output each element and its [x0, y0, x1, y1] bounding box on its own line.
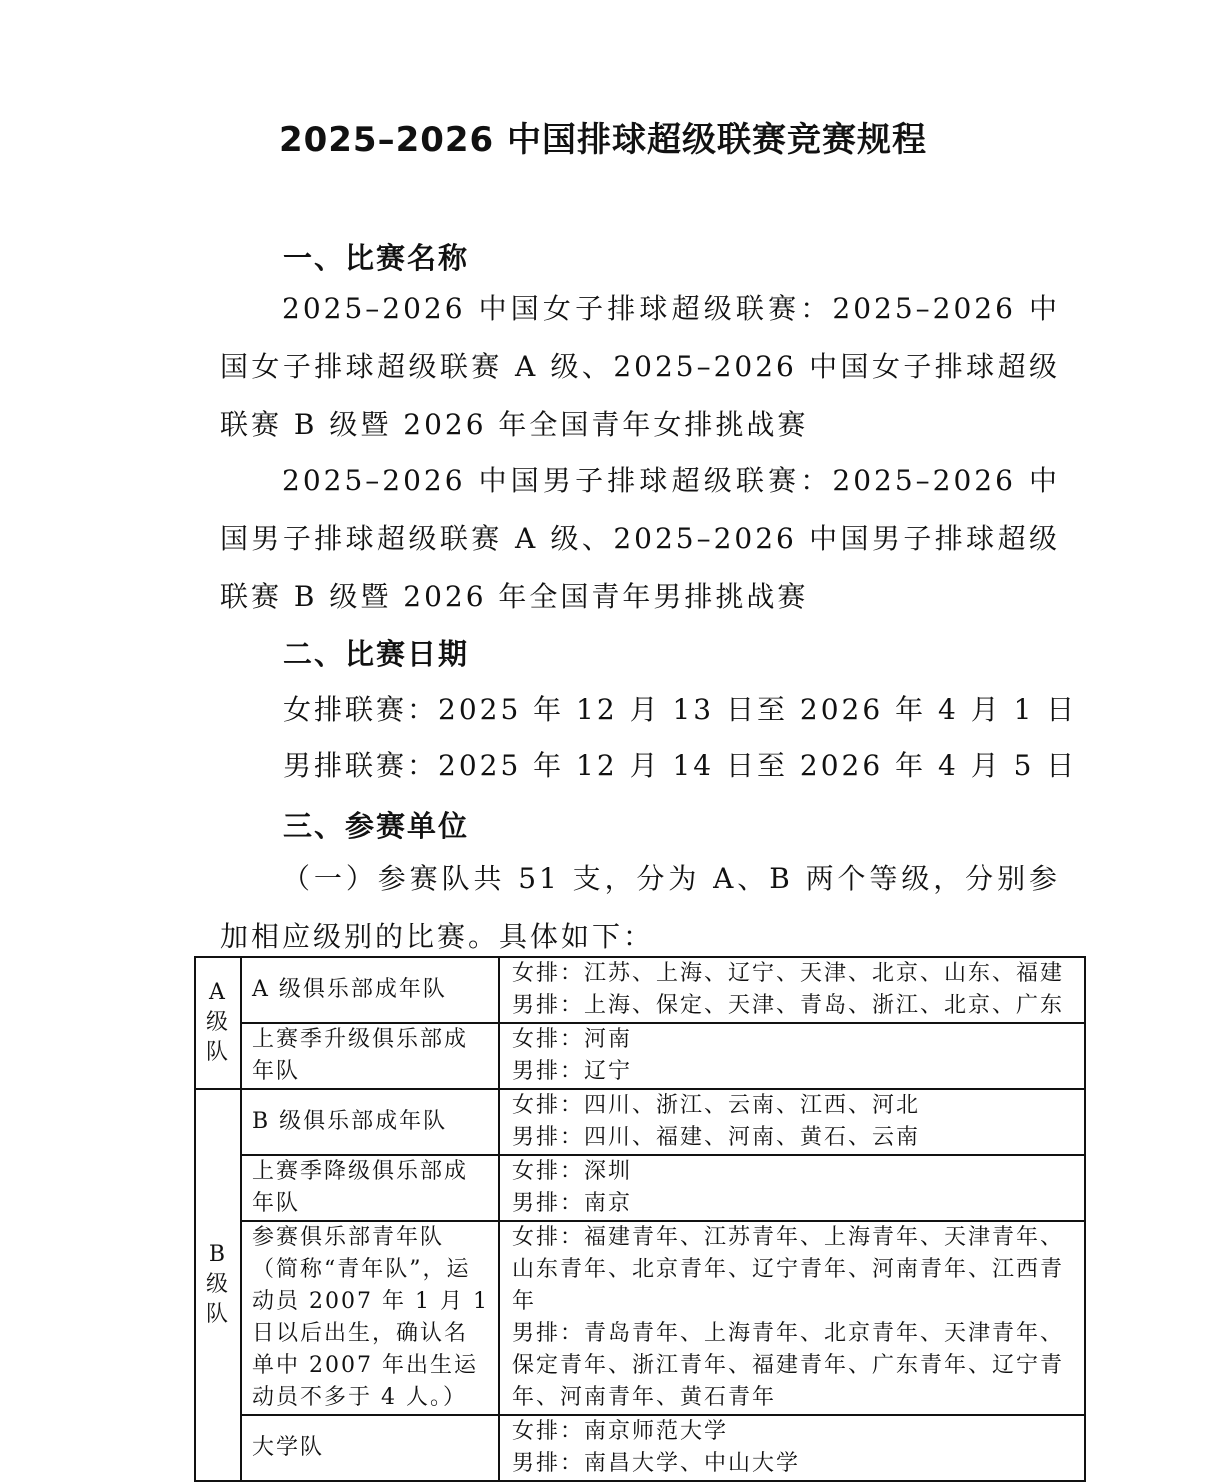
- section-3-paragraph-1: （一）参赛队共 51 支，分为 A、B 两个等级，分别参加相应级别的比赛。具体如下：: [220, 862, 1060, 953]
- level-b-cell: B级队: [195, 1089, 241, 1481]
- men-teams: 男排：南京: [512, 1191, 633, 1216]
- level-a-cell: A级队: [195, 957, 241, 1089]
- teams-cell: [499, 1089, 1085, 1155]
- women-teams: 女排：南京师范大学: [512, 1419, 729, 1444]
- teams-cell: [499, 957, 1085, 1023]
- table-row: [195, 1415, 1085, 1481]
- women-teams: 女排：四川、浙江、云南、江西、河北: [512, 1093, 921, 1118]
- section-1-heading: 一、比赛名称: [283, 241, 470, 275]
- table-row: [195, 1155, 1085, 1221]
- women-teams: 女排：深圳: [512, 1159, 633, 1184]
- category-cell: 上赛季降级俱乐部成年队: [241, 1155, 499, 1221]
- men-teams: 男排：上海、保定、天津、青岛、浙江、北京、广东: [512, 993, 1065, 1018]
- teams-cell: [499, 1221, 1085, 1415]
- teams-cell: [499, 1155, 1085, 1221]
- men-league-dates: 男排联赛：2025 年 12 月 14 日至 2026 年 4 月 5 日: [283, 749, 1078, 782]
- men-teams: 男排：四川、福建、河南、黄石、云南: [512, 1125, 921, 1150]
- participants-table: [194, 956, 1086, 1482]
- table-row: [195, 1023, 1085, 1089]
- men-teams: 男排：南昌大学、中山大学: [512, 1451, 801, 1476]
- table-row: [195, 957, 1085, 1023]
- document-title: 2025–2026 中国排球超级联赛竞赛规程: [278, 120, 928, 160]
- table-row: [195, 1089, 1085, 1155]
- category-cell: 大学队: [241, 1415, 499, 1481]
- category-cell: 参赛俱乐部青年队（简称“青年队”，运动员 2007 年 1 月 1 日以后出生，确认名单中 2007 年出生运动员不多于 4 人。）: [241, 1221, 499, 1415]
- men-teams: 男排：青岛青年、上海青年、北京青年、天津青年、保定青年、浙江青年、福建青年、广东青年、辽宁青年、河南青年、黄石青年: [512, 1321, 1065, 1410]
- table-row: [195, 1221, 1085, 1415]
- women-teams: 女排：江苏、上海、辽宁、天津、北京、山东、福建: [512, 961, 1065, 986]
- category-cell: 上赛季升级俱乐部成年队: [241, 1023, 499, 1089]
- section-1-paragraph-2: 2025–2026 中国男子排球超级联赛：2025–2026 中国男子排球超级联赛 A 级、2025–2026 中国男子排球超级联赛 B 级暨 2026 年全国青年男排挑战赛: [220, 464, 1060, 613]
- teams-cell: [499, 1415, 1085, 1481]
- category-cell: B 级俱乐部成年队: [241, 1089, 499, 1155]
- teams-cell: [499, 1023, 1085, 1089]
- women-league-dates: 女排联赛：2025 年 12 月 13 日至 2026 年 4 月 1 日: [283, 693, 1078, 726]
- section-1-paragraph-1: 2025–2026 中国女子排球超级联赛：2025–2026 中国女子排球超级联赛 A 级、2025–2026 中国女子排球超级联赛 B 级暨 2026 年全国青年女排挑战赛: [220, 292, 1060, 441]
- section-3-heading: 三、参赛单位: [283, 809, 470, 843]
- section-2-heading: 二、比赛日期: [283, 637, 470, 671]
- category-cell: A 级俱乐部成年队: [241, 957, 499, 1023]
- women-teams: 女排：河南: [512, 1027, 633, 1052]
- men-teams: 男排：辽宁: [512, 1059, 633, 1084]
- women-teams: 女排：福建青年、江苏青年、上海青年、天津青年、山东青年、北京青年、辽宁青年、河南青年、江西青年: [512, 1225, 1065, 1314]
